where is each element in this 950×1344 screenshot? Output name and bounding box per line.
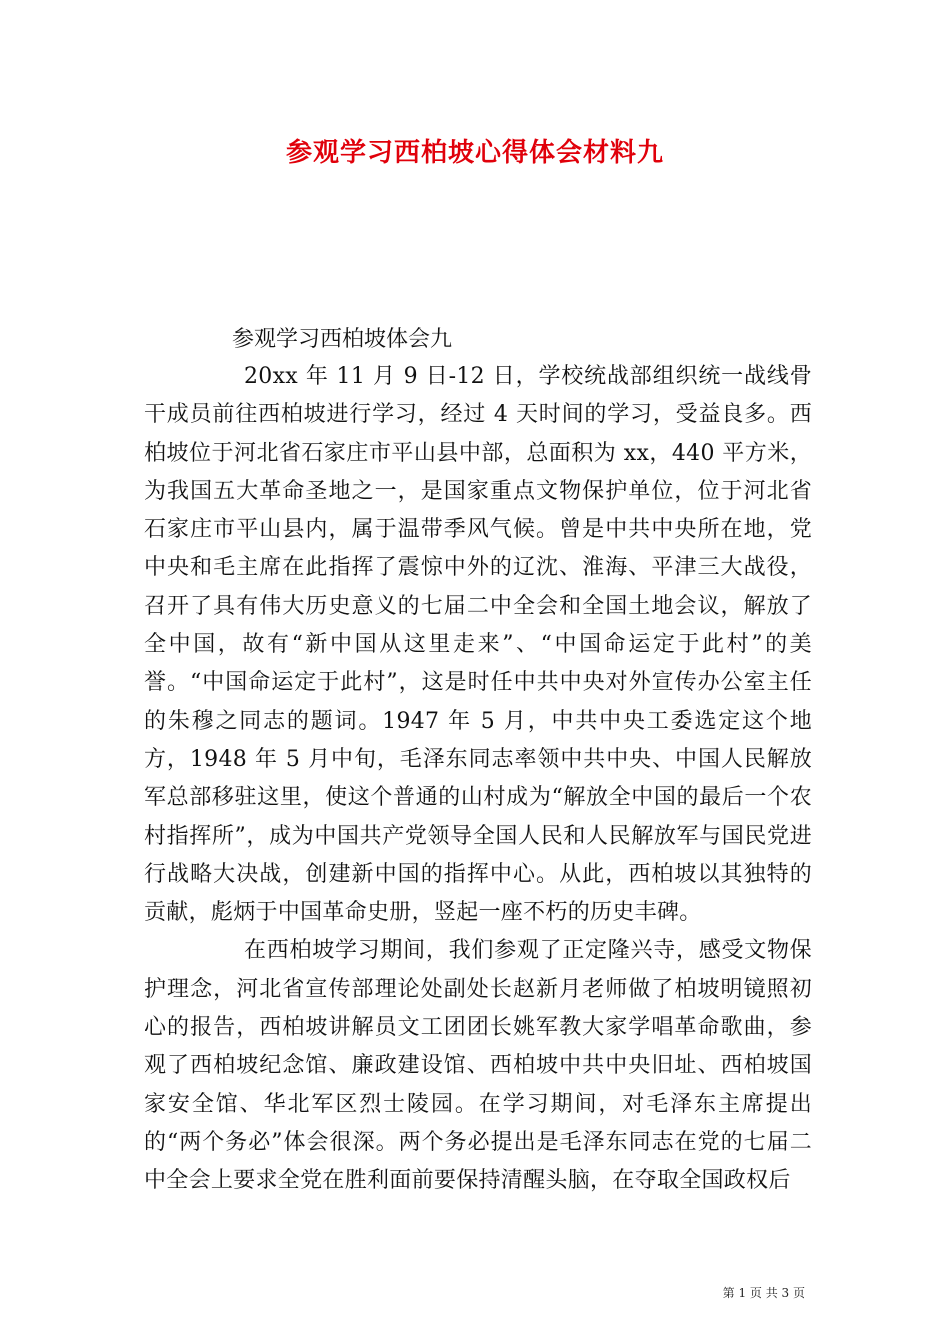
subheading: 参观学习西柏坡体会九 xyxy=(232,327,453,352)
page-footer: 第 1 页 共 3 页 xyxy=(722,1286,805,1300)
paragraph-1: 20xx 年 11 月 9 日-12 日，学校统战部组织统一战线骨干成员前往西柏坡进行学习，经过 4 天时间的学习，受益良多。西柏坡位于河北省石家庄市平山县中部，总面积为 xx，440 平方米，为我国五大革命圣地之一，是国家重点文物保护单位，位于河北省石家庄市平山县内，属于温带季风气候。曾是中共中央所在地，党中央和毛主席在此指挥了震惊中外的辽沈、淮海、平津三大战役，召开了具有伟大历史意义的七届二中全会和全国土地会议，解放了全中国，故有“新中国从这里走来”、“中国命运定于此村”的美誉。“中国命运定于此村”，这是时任中共中央对外宣传办公室主任的朱穆之同志的题词。1947 年 5 月，中共中央工委选定这个地方，1948 年 5 月中旬，毛泽东同志率领中共中央、中国人民解放军总部移驻这里，使这个普通的山村成为“解放全中国的最后一个农村指挥所”，成为中国共产党领导全国人民和人民解放军与国民党进行战略大决战，创建新中国的指挥中心。从此，西柏坡以其独特的贡献，彪炳于中国革命史册，竖起一座不朽的历史丰碑。 xyxy=(144,364,812,926)
body-text xyxy=(144,358,812,1201)
paragraph-2: 在西柏坡学习期间，我们参观了正定隆兴寺，感受文物保护理念，河北省宣传部理论处副处长赵新月老师做了柏坡明镜照初心的报告，西柏坡讲解员文工团团长姚军教大家学唱革命歌曲，参观了西柏坡纪念馆、廉政建设馆、西柏坡中共中央旧址、西柏坡国家安全馆、华北军区烈士陵园。在学习期间，对毛泽东主席提出的“两个务必”体会很深。两个务必提出是毛泽东同志在党的七届二中全会上要求全党在胜利面前要保持清醒头脑，在夺取全国政权后 xyxy=(144,938,812,1194)
page-title: 参观学习西柏坡心得体会材料九 xyxy=(285,138,664,168)
